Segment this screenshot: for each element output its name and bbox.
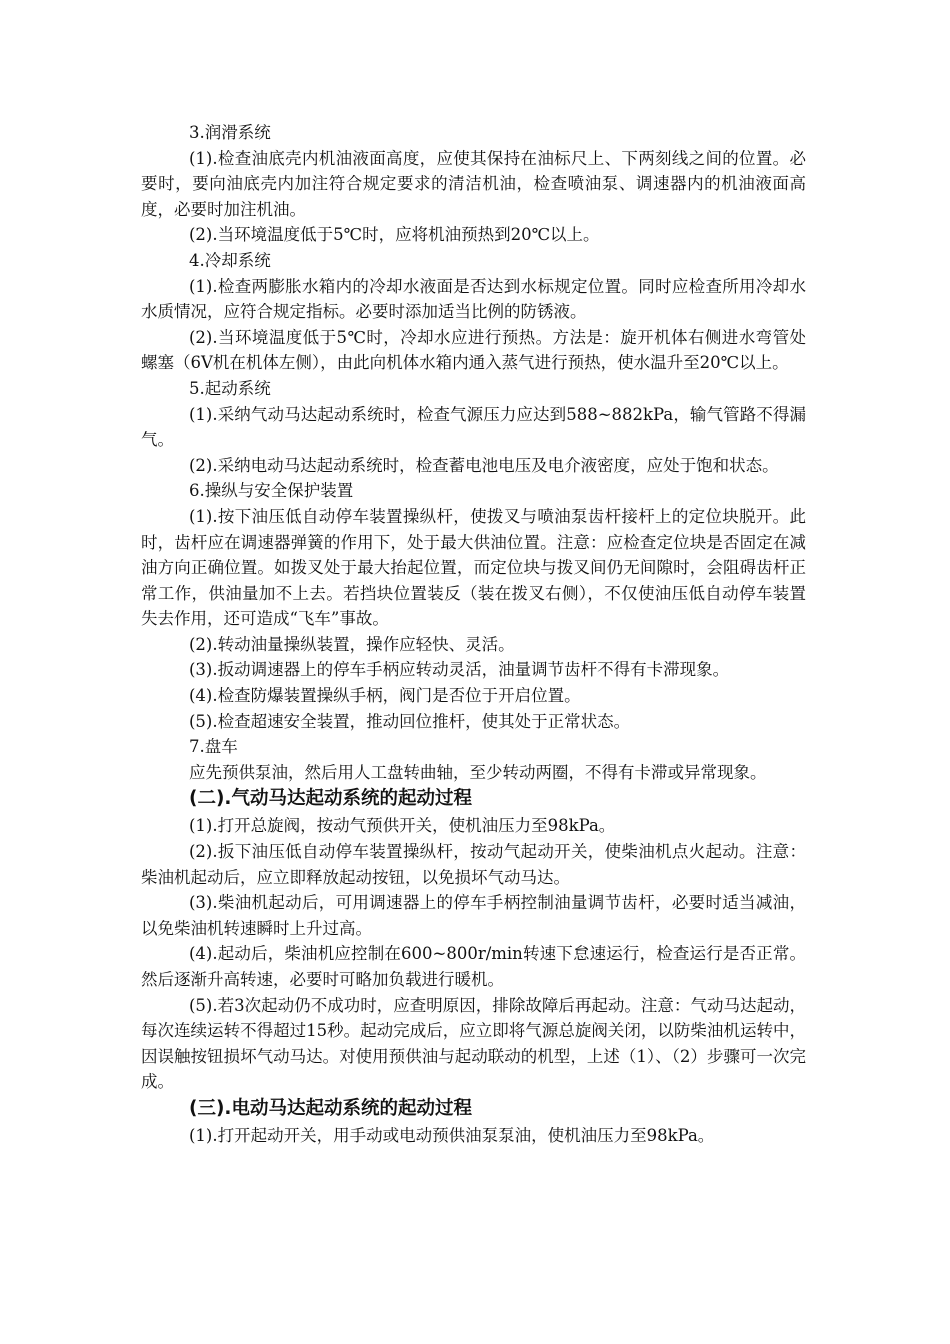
section-heading-starting: 5.起动系统 xyxy=(189,378,271,398)
paragraph: (3).柴油机起动后，可用调速器上的停车手柄控制油量调节齿杆，必要时适当减油，以免柴油机转速瞬时上升过高。 xyxy=(141,893,806,938)
paragraph: (2).采纳电动马达起动系统时，检查蓄电池电压及电介液密度，应处于饱和状态。 xyxy=(189,455,779,475)
paragraph: (3).扳动调速器上的停车手柄应转动灵活，油量调节齿杆不得有卡滞现象。 xyxy=(189,660,730,680)
paragraph: (1).打开总旋阀，按动气预供开关，使机油压力至98kPa。 xyxy=(189,816,616,836)
section-heading-cranking: 7.盘车 xyxy=(189,737,238,757)
paragraph: (2).当环境温度低于5℃时，应将机油预热到20℃以上。 xyxy=(189,225,600,245)
paragraph: (2).扳下油压低自动停车装置操纵杆，按动气起动开关，使柴油机点火起动。注意：柴油机起动后，应立即释放起动按钮，以免损坏气动马达。 xyxy=(141,842,806,887)
paragraph: 应先预供泵油，然后用人工盘转曲轴，至少转动两圈，不得有卡滞或异常现象。 xyxy=(189,762,767,782)
paragraph: (4).起动后，柴油机应控制在600~800r/min转速下怠速运行，检查运行是否正常。然后逐渐升高转速，必要时可略加负载进行暖机。 xyxy=(141,944,806,989)
section-heading-controls: 6.操纵与安全保护装置 xyxy=(189,481,354,501)
subsection-heading-air-motor: (二).气动马达起动系统的起动过程 xyxy=(189,788,472,810)
paragraph: (1).检查油底壳内机油液面高度，应使其保持在油标尺上、下两刻线之间的位置。必要时，要向油底壳内加注符合规定要求的清洁机油，检查喷油泵、调速器内的机油液面高度，必要时加注机油。 xyxy=(141,148,806,219)
paragraph: (2).转动油量操纵装置，操作应轻快、灵活。 xyxy=(189,634,515,654)
paragraph: (5).检查超速安全装置，推动回位推杆，使其处于正常状态。 xyxy=(189,711,631,731)
document-page xyxy=(141,120,806,1149)
paragraph: (4).检查防爆装置操纵手柄，阀门是否位于开启位置。 xyxy=(189,686,581,706)
paragraph: (1).按下油压低自动停车装置操纵杆，使拨叉与喷油泵齿杆接杆上的定位块脱开。此时，齿杆应在调速器弹簧的作用下，处于最大供油位置。注意：应检查定位块是否固定在减油方向正确位置。如拨叉处于最大抬起位置，而定位块与拨叉间仍无间隙时，会阻碍齿杆正常工作，供油量加不上去。若挡块位置装反（装在拨叉右侧），不仅使油压低自动停车装置失去作用，还可造成“飞车”事故。 xyxy=(141,506,806,629)
paragraph: (1).打开起动开关，用手动或电动预供油泵泵油，使机油压力至98kPa。 xyxy=(189,1125,715,1145)
subsection-heading-electric-motor: (三).电动马达起动系统的起动过程 xyxy=(189,1097,472,1119)
section-heading-cooling: 4.冷却系统 xyxy=(189,250,271,270)
paragraph: (1).检查两膨胀水箱内的冷却水液面是否达到水标规定位置。同时应检查所用冷却水水质情况，应符合规定指标。必要时添加适当比例的防锈液。 xyxy=(141,276,806,322)
paragraph: (2).当环境温度低于5℃时，冷却水应进行预热。方法是：旋开机体右侧进水弯管处螺塞（6V机在机体左侧），由此向机体水箱内通入蒸气进行预热，使水温升至20℃以上。 xyxy=(141,327,806,373)
section-heading-lubrication: 3.润滑系统 xyxy=(189,123,271,142)
paragraph: (1).采纳气动马达起动系统时，检查气源压力应达到588~882kPa，输气管路不得漏气。 xyxy=(141,404,806,450)
paragraph: (5).若3次起动仍不成功时，应查明原因，排除故障后再起动。注意：气动马达起动，每次连续运转不得超过15秒。起动完成后，应立即将气源总旋阀关闭，以防柴油机运转中，因误触按钮损坏气动马达。对使用预供油与起动联动的机型，上述（1）、（2）步骤可一次完成。 xyxy=(141,995,806,1092)
